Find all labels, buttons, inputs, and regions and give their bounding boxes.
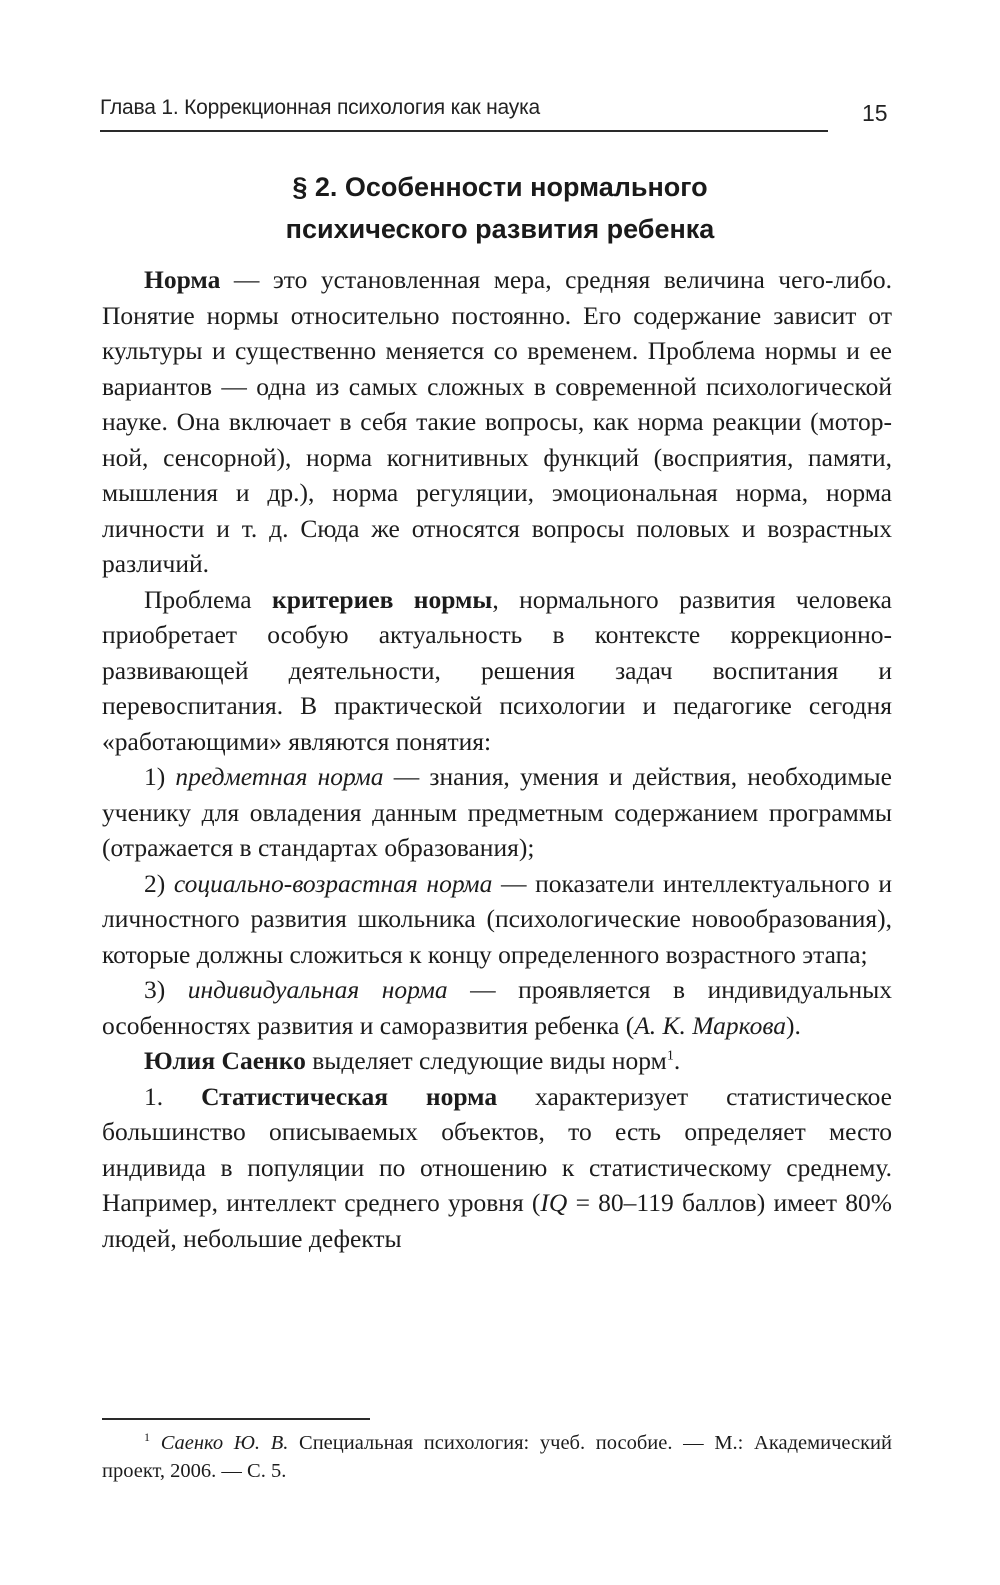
list-item-number: 1) bbox=[144, 762, 176, 791]
list-item-end: ). bbox=[785, 1010, 801, 1040]
paragraph-saenko bbox=[102, 1043, 892, 1079]
paragraph-text: — это установленная мера, средняя величина чего-либо. Понятие нормы относительно постоянно. Его содержание зависит от культуры и существенно меняется со временем. Проблема нормы и ее вариантов — одна из самых сложных в современной психологической науке. Она включает в себя такие вопросы, как норма реакции (моторной, сенсорной), норма когнитивных функций (восприятия, памяти, мышления и др.), норма регуляции, эмоциональная норма, норма личности и т. д. Сюда же относятся вопросы половых и возрастных различий. bbox=[102, 265, 892, 578]
body-text bbox=[102, 262, 892, 1256]
term-subject-norm: предметная норма bbox=[175, 762, 384, 791]
list-item-number: 1. bbox=[144, 1081, 202, 1111]
paragraph-text: , нормального развития человека приобретает особую актуальность в контексте коррекционно-развивающей деятельности, решения задач воспитания и перевоспитания. В практической психологии и педагогике сегодня «работающими» являются понятия: bbox=[102, 584, 893, 756]
paragraph-norm-definition bbox=[102, 262, 892, 582]
footnote-author: Саенко Ю. В. bbox=[160, 1432, 289, 1454]
iq-abbreviation: IQ bbox=[540, 1188, 568, 1217]
citation-author: А. К. Маркова bbox=[634, 1010, 786, 1040]
term-statistical-norm: Статистическая норма bbox=[201, 1081, 498, 1111]
list-item-social-age-norm bbox=[102, 866, 892, 973]
footnote-reference[interactable]: 1 bbox=[666, 1048, 674, 1064]
list-item-number: 3) bbox=[144, 975, 188, 1004]
paragraph-statistical-norm bbox=[102, 1079, 892, 1257]
term-norma: Норма bbox=[144, 265, 221, 294]
page-number: 15 bbox=[862, 100, 888, 126]
paragraph-text: выделяет следующие виды норм bbox=[305, 1046, 667, 1075]
paragraph-text: характеризует статистическое большинство описываемых объектов, то есть определяет место индивида в популяции по отношению к статистическому среднему. Например, интеллект среднего уровня ( bbox=[102, 1081, 893, 1217]
footnote bbox=[102, 1429, 892, 1485]
list-item-text: — проявляется в индивидуальных особенностях развития и саморазвития ребенка ( bbox=[102, 975, 892, 1040]
list-item-number: 2) bbox=[144, 868, 174, 898]
running-title: Глава 1. Коррекционная психология как наука bbox=[100, 96, 541, 119]
term-norm-criteria: критериев нормы bbox=[272, 584, 493, 614]
list-item-text: — показатели интеллектуального и личностного развития школьника (психологические новообразования), которые должны сложиться к концу определенного возрастного этапа; bbox=[102, 868, 892, 969]
footnote-mark: 1 bbox=[144, 1430, 150, 1445]
section-heading bbox=[100, 166, 900, 250]
author-name: Юлия Саенко bbox=[144, 1046, 306, 1075]
section-heading-line-1: § 2. Особенности нормального bbox=[292, 172, 708, 202]
paragraph-lead: Проблема bbox=[144, 584, 272, 614]
running-header bbox=[100, 90, 828, 132]
term-social-age-norm: социально-возрастная норма bbox=[173, 868, 493, 898]
term-individual-norm: индивидуальная норма bbox=[187, 975, 448, 1004]
section-heading-line-2: психического развития ребенка bbox=[285, 214, 715, 244]
footnote-divider bbox=[102, 1418, 370, 1420]
paragraph-end: . bbox=[673, 1046, 681, 1075]
paragraph-norm-criteria bbox=[102, 582, 892, 760]
list-item-text: — знания, умения и действия, необходимые ученику для овладения данным предметным содержанием программы (отражается в стандартах образования); bbox=[102, 762, 892, 862]
paragraph-text-continued: = 80–119 баллов) имеет 80% людей, небольшие дефекты bbox=[102, 1188, 892, 1253]
footnote-text: Специальная психология: учеб. пособие. — М.: Академический проект, 2006. — С. 5. bbox=[102, 1432, 892, 1482]
list-item-individual-norm bbox=[102, 972, 892, 1043]
list-item-subject-norm bbox=[102, 759, 892, 866]
